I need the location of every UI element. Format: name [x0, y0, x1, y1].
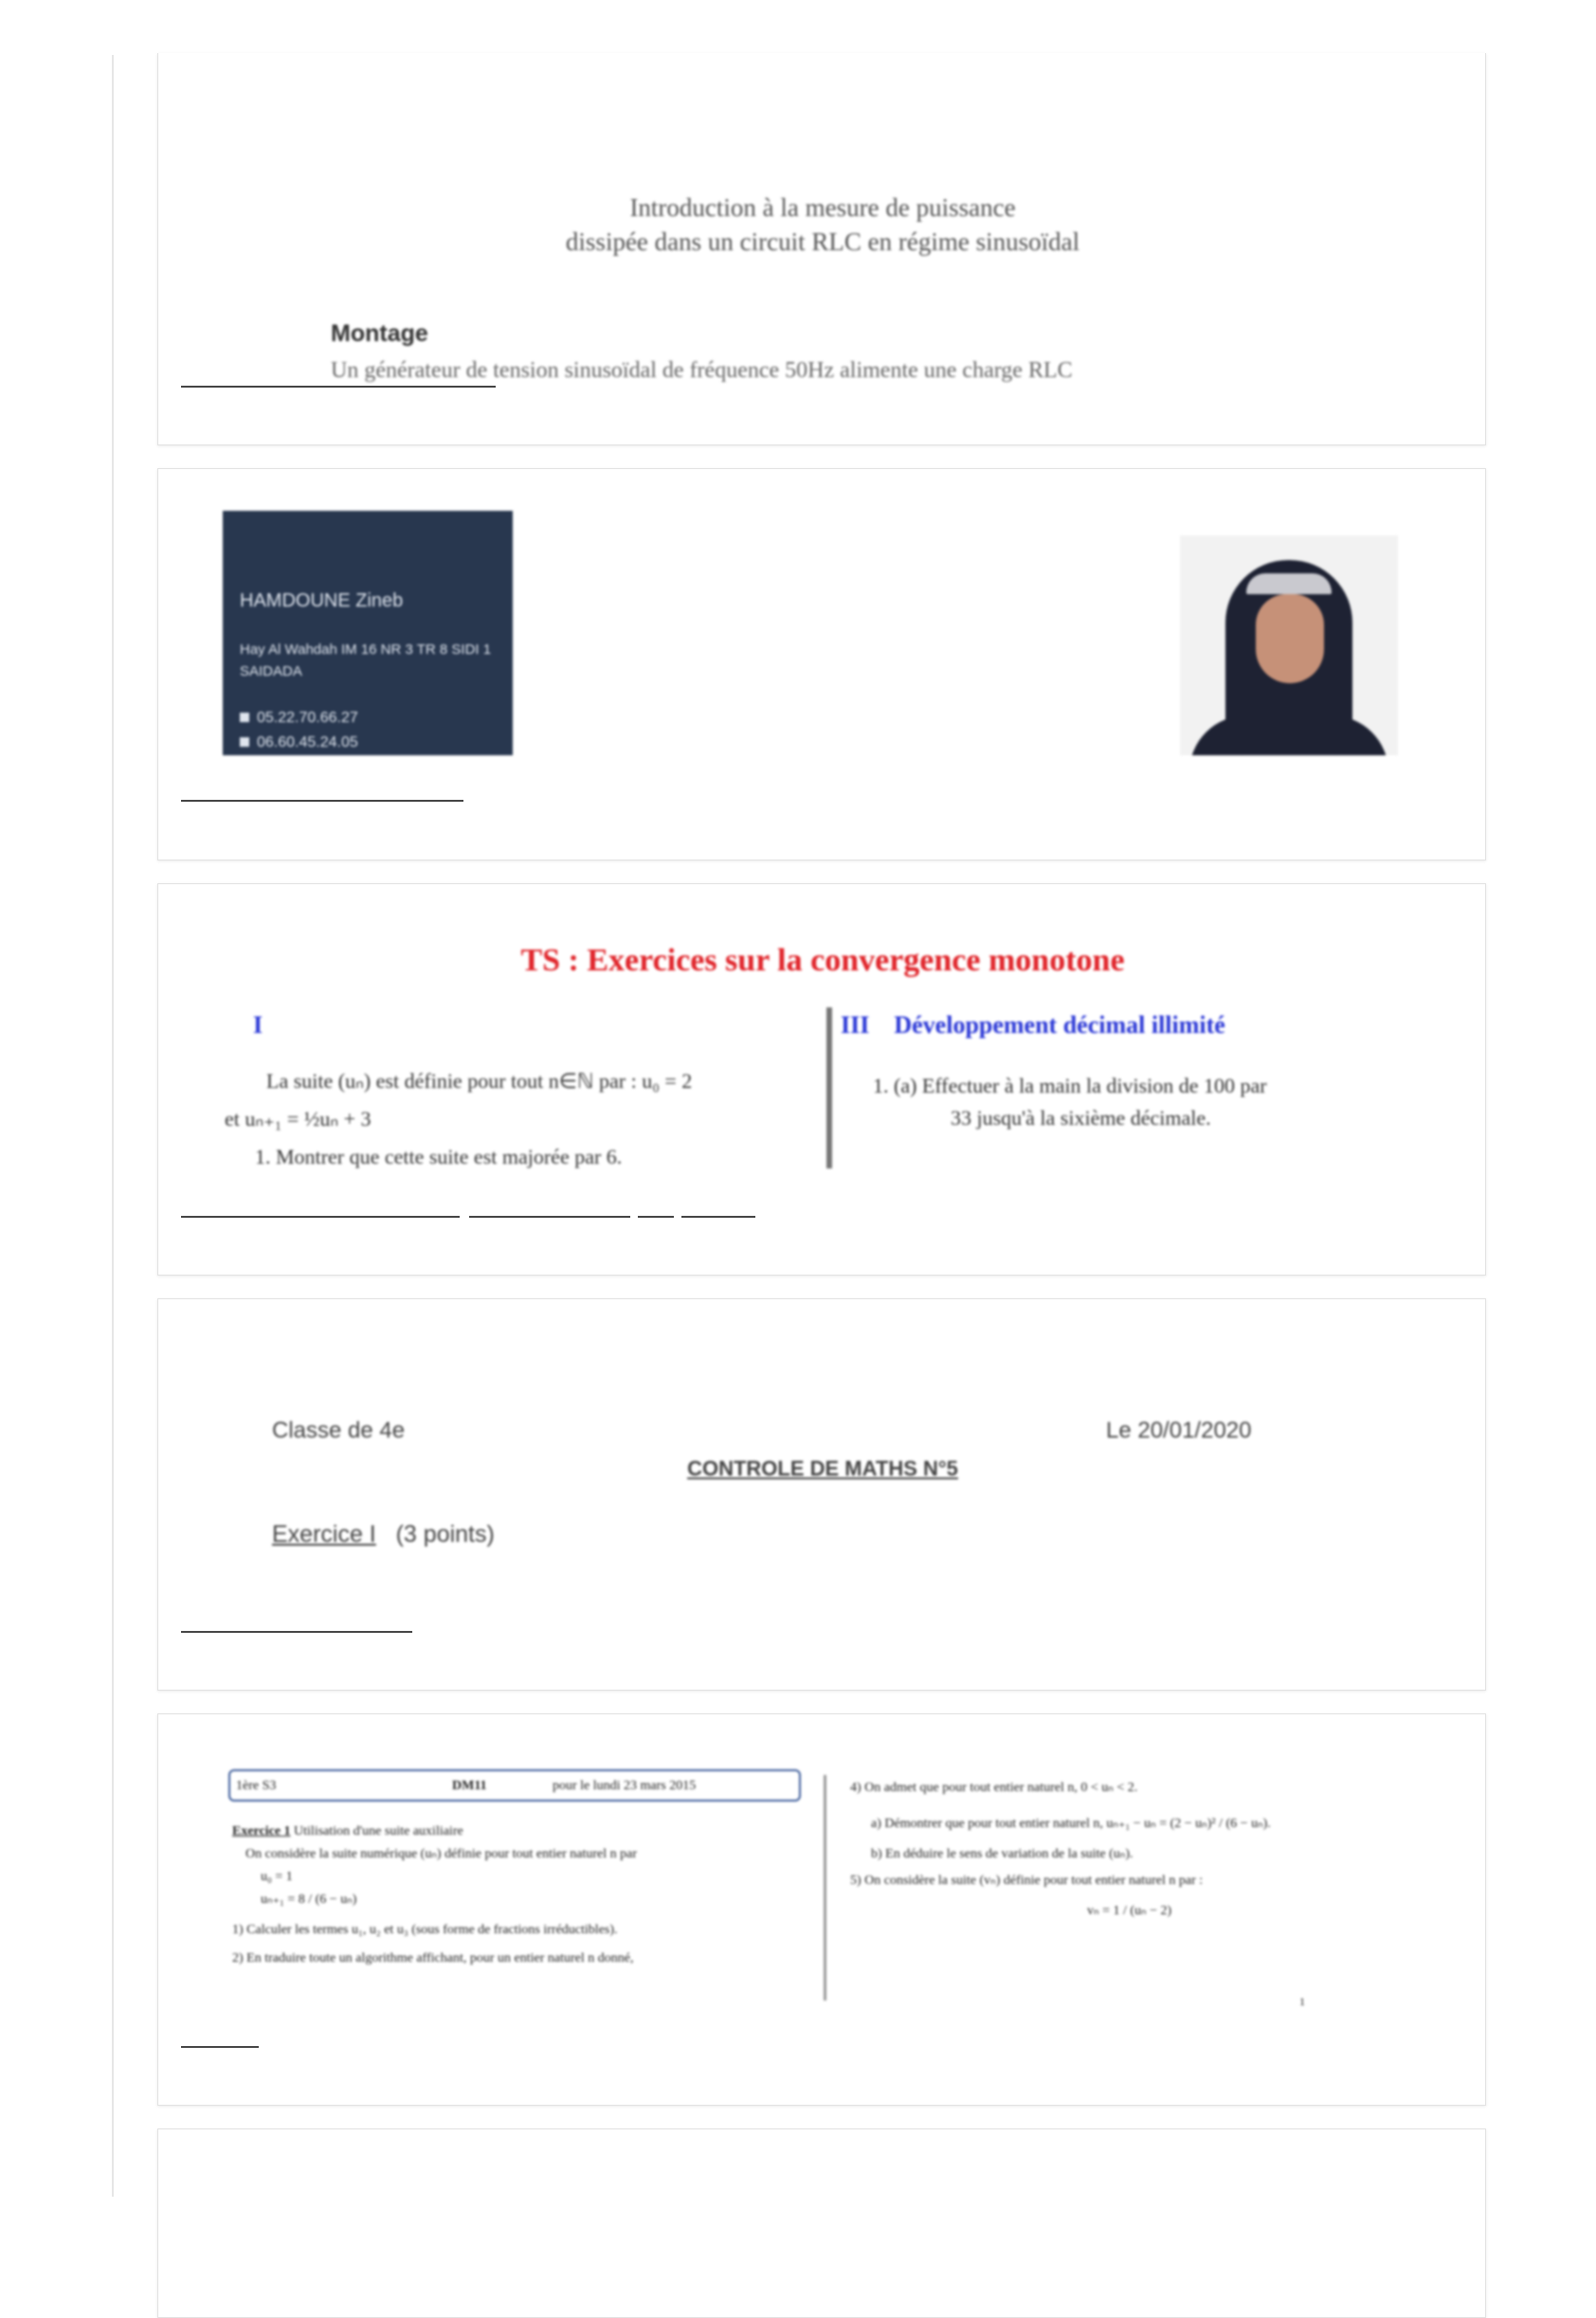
section-line: 1. (a) Effectuer à la main la division de 100 par	[873, 1074, 1267, 1097]
profile-photo	[1180, 535, 1398, 755]
text-line: On considère la suite numérique (uₙ) définie pour tout entier naturel n par	[245, 1847, 637, 1861]
document-preview	[158, 1299, 1486, 1603]
result-card-cv[interactable]	[157, 468, 1486, 860]
section-title: Développement décimal illimité	[894, 1011, 1225, 1039]
card-title-link[interactable]	[181, 1631, 412, 1633]
text-line: b) En déduire le sens de variation de la suite (uₙ).	[871, 1847, 1134, 1861]
box-due: pour le lundi 23 mars 2015	[553, 1779, 697, 1793]
section-number: III	[841, 1011, 870, 1039]
exercise-line: et uₙ₊₁ = ½uₙ + 3	[225, 1107, 372, 1131]
section-line: 33 jusqu'à la sixième décimale.	[951, 1106, 1211, 1130]
text-line: 2) En traduire toute un algorithme affichant, pour un entier naturel n donné,	[232, 1951, 634, 1965]
card-title-link-2[interactable]	[469, 1216, 630, 1218]
mobile-icon	[240, 737, 249, 747]
preview-title-line1: Introduction à la mesure de puissance	[629, 193, 1016, 222]
text-line: u₀ = 1	[261, 1870, 293, 1884]
document-preview	[158, 469, 1486, 763]
card-title-link-3[interactable]	[638, 1216, 674, 1218]
card-title-link[interactable]	[181, 800, 463, 802]
exercise-subtitle: Utilisation d'une suite auxiliaire	[294, 1824, 463, 1838]
box-title: DM11	[452, 1779, 487, 1793]
text-line: vₙ = 1 / (uₙ − 2)	[1087, 1904, 1172, 1918]
card-title-link[interactable]	[181, 2046, 259, 2048]
preview-heading: Montage	[331, 320, 428, 347]
test-title: CONTROLE DE MATHS N°5	[687, 1457, 958, 1480]
result-card-convergence[interactable]	[157, 883, 1486, 1276]
section-text	[873, 1070, 1442, 1134]
document-preview	[158, 53, 1486, 413]
right-column	[850, 1775, 1419, 1925]
text-line: a) Démontrer que pour tout entier naturel n, uₙ₊₁ − uₙ = (2 − uₙ)² / (6 − uₙ).	[871, 1817, 1271, 1831]
preview-title-line2: dissipée dans un circuit RLC en régime sinusoïdal	[565, 227, 1080, 256]
contact-phone-1	[240, 710, 358, 727]
column-divider	[824, 1775, 826, 2001]
exercise-header	[232, 1820, 801, 1843]
exercise-line: 1. Montrer que cette suite est majorée par 6.	[255, 1145, 623, 1168]
text-line: 5) On considère la suite (vₙ) définie pour tout entier naturel n par :	[850, 1874, 1204, 1888]
document-preview	[158, 884, 1486, 1168]
contact-address: Hay Al Wahdah IM 16 NR 3 TR 8 SIDI 1 SAIDADA	[240, 642, 492, 679]
text-line: 4) On admet que pour tout entier naturel n, 0 < uₙ < 2.	[850, 1781, 1138, 1795]
business-card	[223, 511, 513, 755]
exercise-points: (3 points)	[395, 1521, 495, 1548]
page-number: 1	[1299, 1995, 1305, 2008]
exercise-label: Exercice I	[272, 1521, 376, 1548]
result-card-controle[interactable]	[157, 1298, 1486, 1691]
card-title-link-4[interactable]	[681, 1216, 755, 1218]
class-label: Classe de 4e	[272, 1418, 406, 1443]
result-card-dm11[interactable]	[157, 1713, 1486, 2106]
exercise-title: Exercice 1	[232, 1824, 291, 1838]
test-date: Le 20/01/2020	[1106, 1418, 1252, 1443]
header-box	[228, 1769, 801, 1802]
exercise-text	[225, 1062, 793, 1168]
contact-phone-2	[240, 734, 358, 752]
preview-title	[158, 190, 1486, 259]
card-title-link[interactable]	[181, 1216, 460, 1218]
preview-title: TS : Exercices sur la convergence monotone	[520, 943, 1125, 978]
result-card-rlc[interactable]	[157, 53, 1486, 445]
contact-phone-1-text: 05.22.70.66.27	[257, 710, 358, 726]
box-class: 1ère S3	[236, 1779, 277, 1793]
contact-name: HAMDOUNE Zineb	[240, 590, 404, 611]
contact-phone-2-text: 06.60.45.24.05	[257, 734, 358, 751]
left-rail	[112, 55, 114, 2197]
text-line: 1) Calculer les termes u₁, u₂ et u₃ (sous forme de fractions irréductibles).	[232, 1923, 618, 1937]
exercise-number: I	[253, 1011, 263, 1039]
result-card-next[interactable]	[157, 2128, 1486, 2318]
left-column	[232, 1820, 801, 1970]
section-heading	[841, 1011, 1225, 1040]
text-line: uₙ₊₁ = 8 / (6 − uₙ)	[261, 1892, 357, 1907]
preview-text: Un générateur de tension sinusoïdal de fréquence 50Hz alimente une charge RLC	[331, 358, 1073, 383]
column-divider	[826, 1007, 832, 1168]
card-title-link[interactable]	[181, 386, 496, 388]
phone-icon	[240, 713, 249, 722]
document-preview	[158, 1714, 1486, 2018]
exercise-line: La suite (uₙ) est définie pour tout n∈ℕ par : u₀ = 2	[266, 1069, 693, 1093]
exercise-header	[272, 1521, 495, 1548]
